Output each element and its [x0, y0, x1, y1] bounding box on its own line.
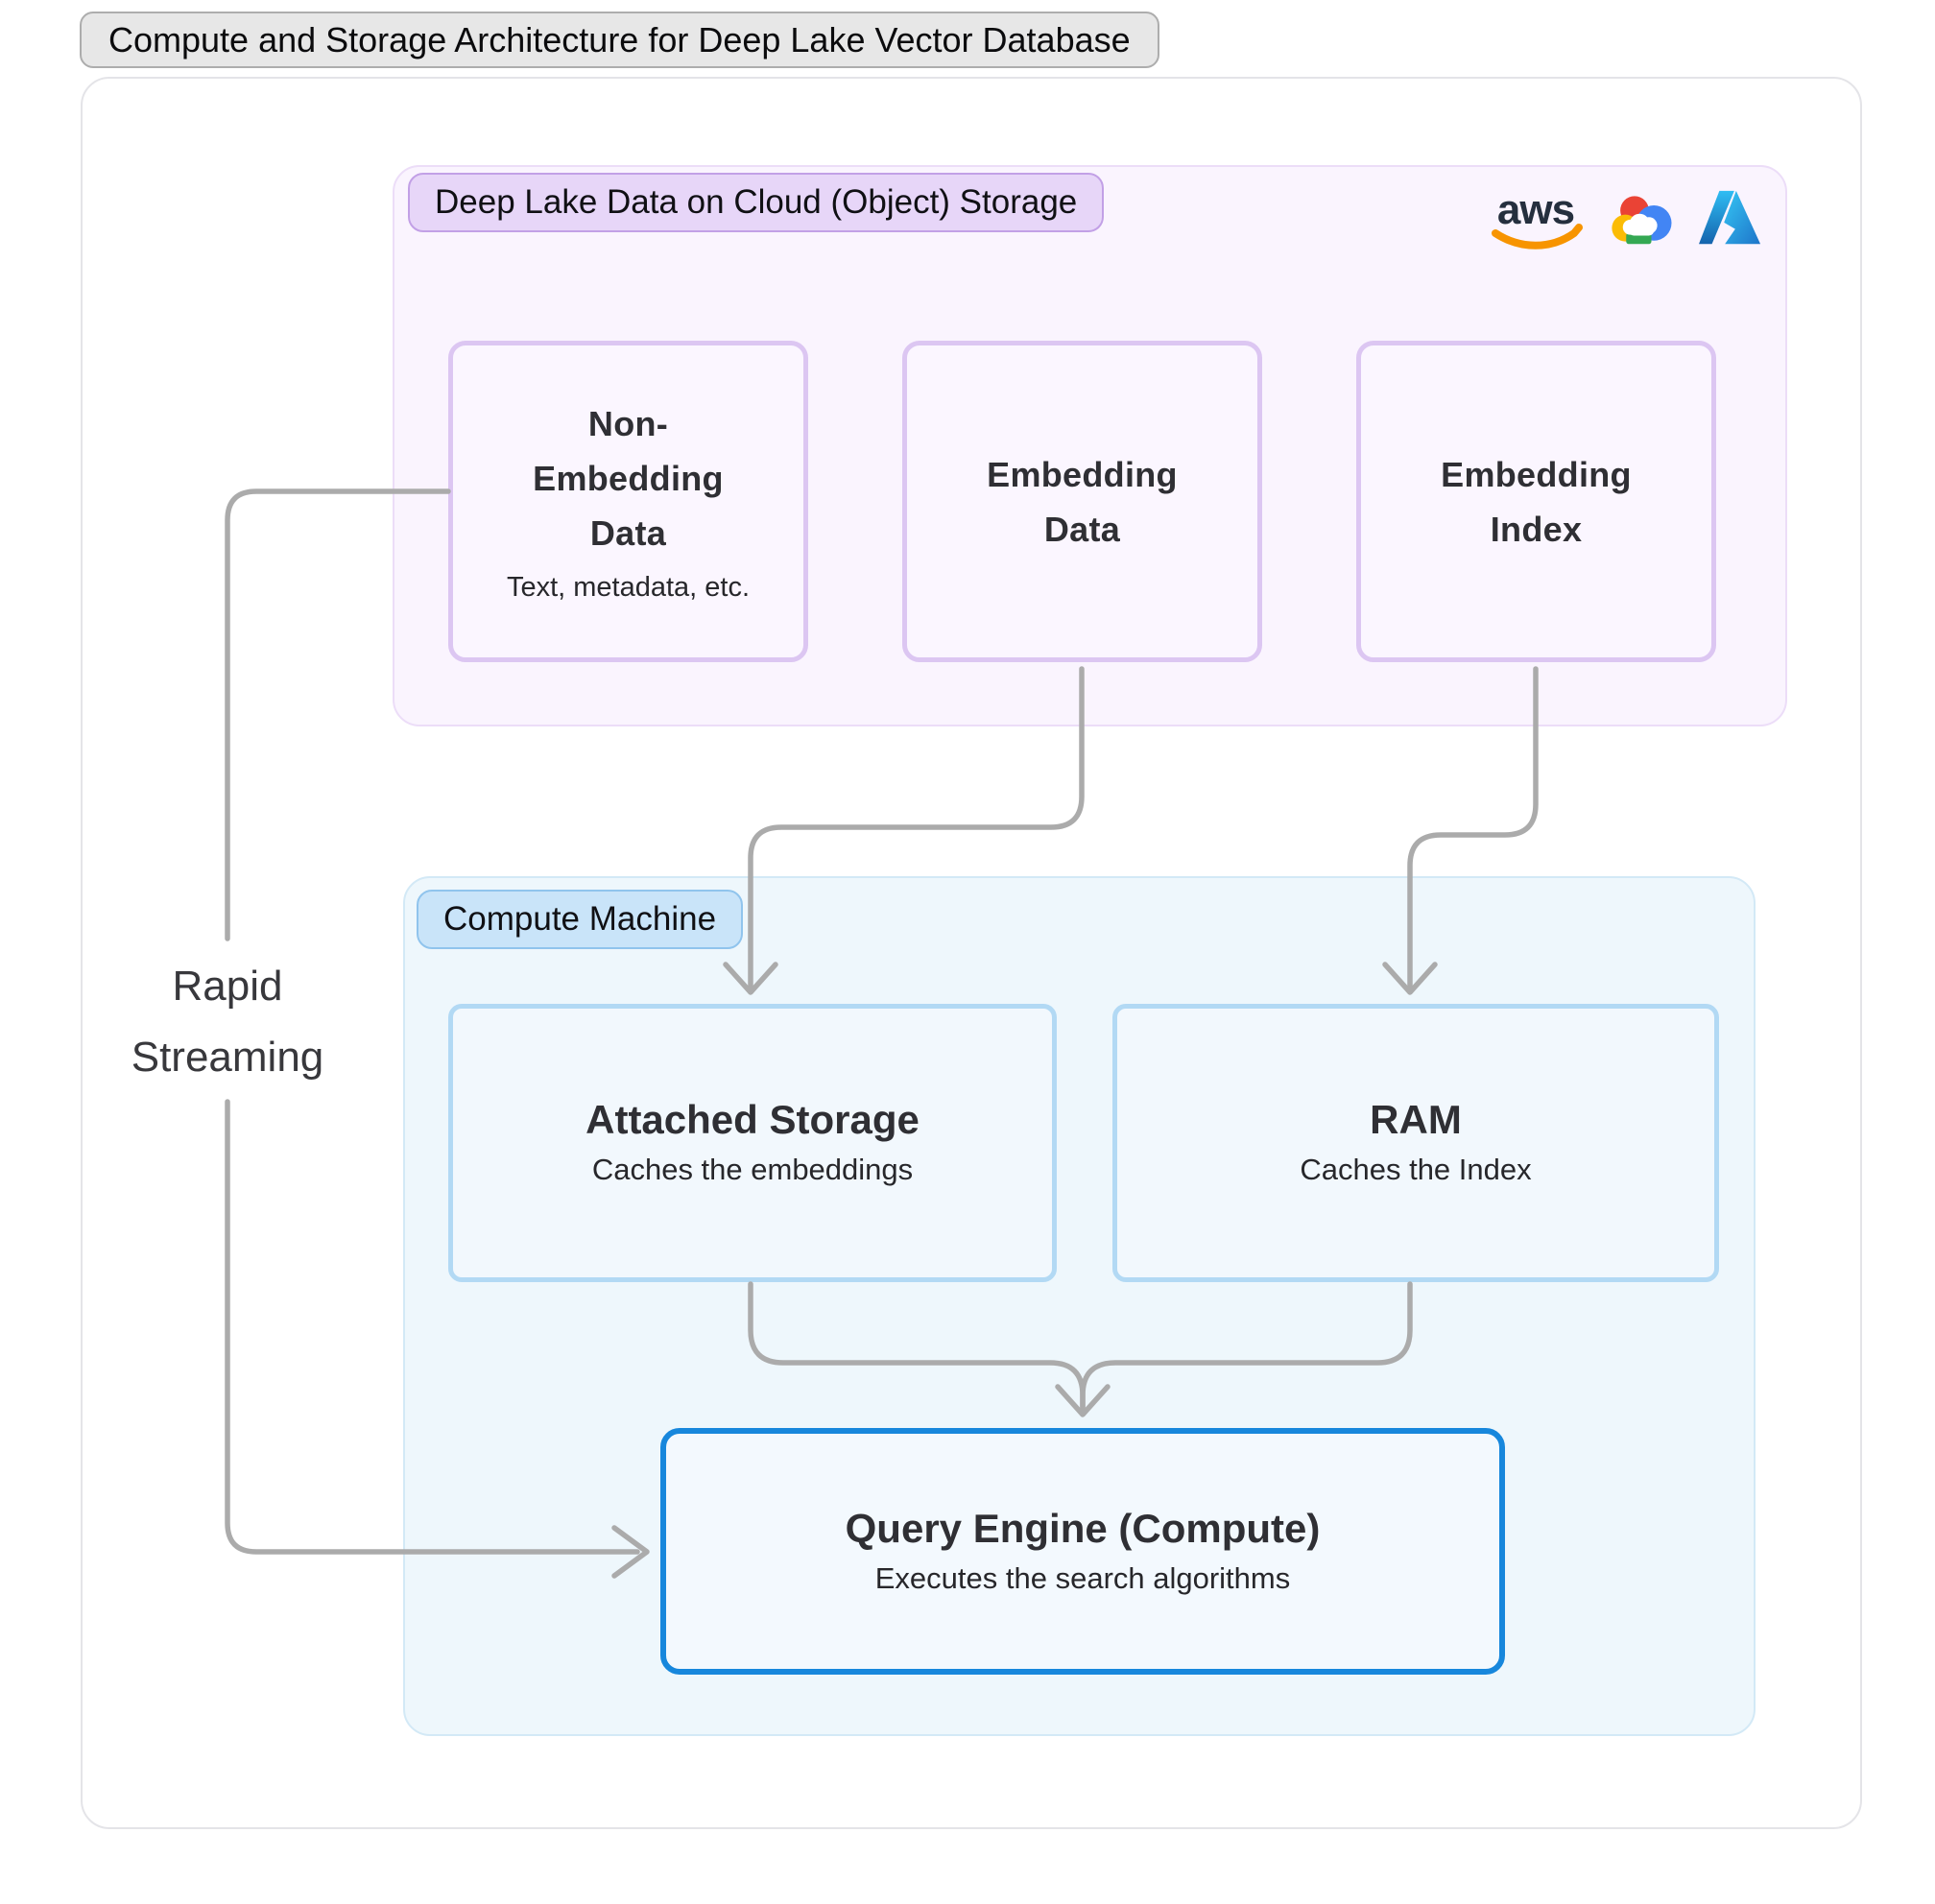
aws-logo-icon	[1488, 183, 1584, 254]
box-subtitle: Executes the search algorithms	[874, 1560, 1291, 1595]
box-subtitle: Caches the embeddings	[591, 1153, 914, 1186]
box-title-line: Index	[1490, 509, 1583, 549]
non-embedding-data-box	[448, 341, 808, 662]
google-cloud-logo-icon	[1601, 185, 1682, 252]
box-subtitle: Caches the Index	[1300, 1153, 1532, 1186]
diagram-title: Compute and Storage Architecture for Deep Lake Vector Database	[80, 12, 1159, 68]
box-title-line: Non-	[587, 404, 669, 443]
query-engine-box	[660, 1428, 1505, 1675]
embedding-index-box	[1356, 341, 1716, 662]
box-title-line: Data	[589, 513, 667, 553]
box-title-line: Data	[1043, 509, 1121, 549]
attached-storage-box	[448, 1004, 1057, 1282]
box-title: RAM	[1370, 1097, 1462, 1142]
box-title-line: Embedding	[1441, 454, 1632, 494]
box-title-line: Embedding	[987, 454, 1178, 494]
rapid-streaming-line: Streaming	[131, 1034, 324, 1081]
rapid-streaming-label	[131, 951, 324, 1093]
cloud-provider-logos	[1488, 178, 1766, 259]
embedding-data-box	[902, 341, 1262, 662]
rapid-streaming-line: Rapid	[172, 963, 283, 1010]
box-title: Query Engine (Compute)	[845, 1505, 1321, 1551]
ram-box	[1112, 1004, 1719, 1282]
svg-text:aws: aws	[1496, 186, 1575, 233]
storage-section-label: Deep Lake Data on Cloud (Object) Storage	[408, 173, 1104, 232]
box-title-line: Embedding	[533, 459, 724, 498]
box-title: Attached Storage	[585, 1097, 920, 1142]
box-subtitle: Text, metadata, etc.	[506, 572, 751, 603]
compute-section-label: Compute Machine	[417, 890, 743, 949]
azure-logo-icon	[1699, 189, 1762, 249]
